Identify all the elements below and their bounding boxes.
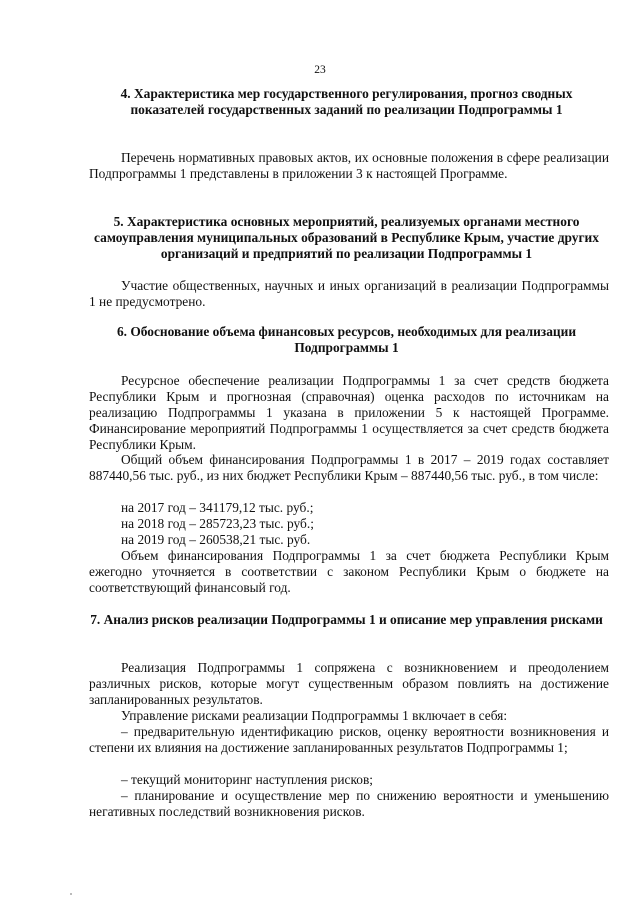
- section-4-paragraph: Перечень нормативных правовых актов, их основные положения в сфере реализации Подпрограммы 1 представлены в приложении 3 к настоящей Программе.: [89, 150, 609, 181]
- risk-measure-3: – планирование и осуществление мер по снижению вероятности и уменьшению негативных последствий возникновения рисков.: [89, 788, 609, 819]
- section-5-paragraph: Участие общественных, научных и иных организаций в реализации Подпрограммы 1 не предусмотрено.: [89, 278, 609, 309]
- funding-2018: на 2018 год – 285723,23 тыс. руб.;: [121, 516, 314, 531]
- scan-speck: [70, 893, 72, 895]
- page-number: 23: [314, 64, 326, 76]
- funding-2019: на 2019 год – 260538,21 тыс. руб.: [121, 532, 311, 547]
- section-7-paragraph-2: Управление рисками реализации Подпрограммы 1 включает в себя:: [121, 708, 508, 723]
- section-6-paragraph-1: Ресурсное обеспечение реализации Подпрограммы 1 за счет средств бюджета Республики Крым и прогнозная (справочная) оценка расходов по источникам на реализацию Подпрограммы 1 указана в приложении 5 к настоящей Программе. Финансирование мероприятий Подпрограммы 1 осуществляется за счет средств бюджета Республики Крым.: [89, 373, 609, 452]
- funding-2017: на 2017 год – 341179,12 тыс. руб.;: [121, 500, 314, 515]
- section-4-heading: 4. Характеристика мер государственного регулирования, прогноз сводных показателей государственных заданий по реализации Подпрограммы 1: [120, 86, 573, 117]
- risk-measure-2: – текущий мониторинг наступления рисков;: [121, 772, 374, 787]
- section-7-heading: 7. Анализ рисков реализации Подпрограммы 1 и описание мер управления рисками: [90, 612, 603, 627]
- section-6-heading: 6. Обоснование объема финансовых ресурсов, необходимых для реализации Подпрограммы 1: [116, 324, 577, 355]
- section-5-heading: 5. Характеристика основных мероприятий, реализуемых органами местного самоуправления муниципальных образований в Республике Крым, участие других организаций и предприятий по реализации Подпрограммы 1: [94, 214, 599, 261]
- section-6-paragraph-2: Общий объем финансирования Подпрограммы 1 в 2017 – 2019 годах составляет 887440,56 тыс. руб., из них бюджет Республики Крым – 887440,56 тыс. руб., в том числе:: [89, 452, 609, 483]
- risk-measure-1: – предварительную идентификацию рисков, оценку вероятности возникновения и степени их влияния на достижение запланированных результатов Подпрограммы 1;: [89, 724, 609, 755]
- section-6-paragraph-3: Объем финансирования Подпрограммы 1 за счет бюджета Республики Крым ежегодно уточняется в соответствии с законом Республики Крым о бюджете на соответствующий финансовый год.: [89, 548, 609, 595]
- section-7-paragraph-1: Реализация Подпрограммы 1 сопряжена с возникновением и преодолением различных рисков, которые могут существенным образом повлиять на достижение запланированных результатов.: [89, 660, 609, 707]
